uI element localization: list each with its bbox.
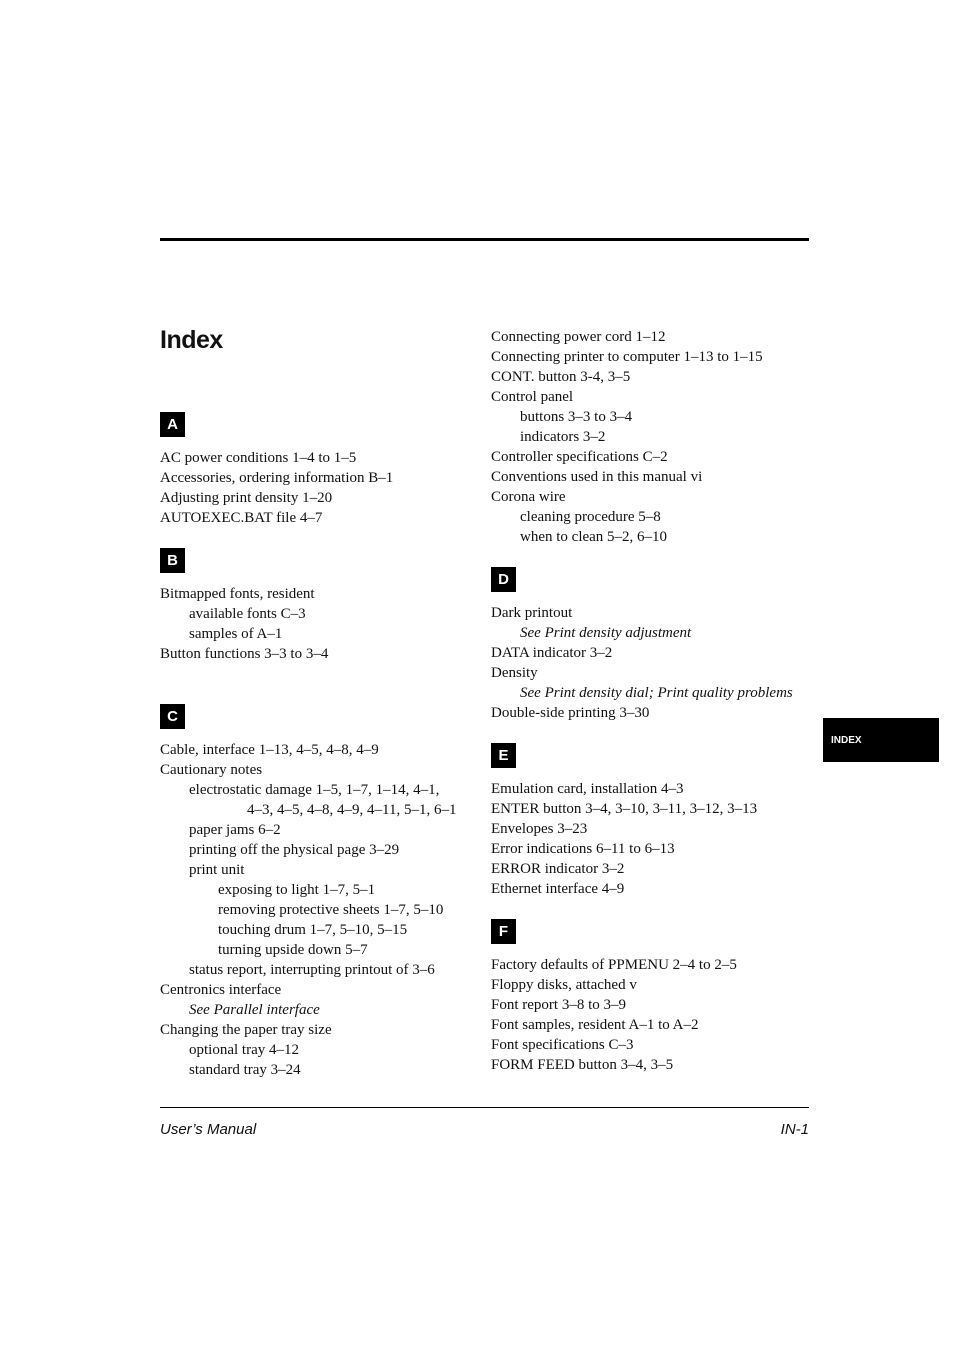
index-entry: AUTOEXEC.BAT file 4–7 (160, 510, 323, 526)
section-letter-e: E (491, 743, 516, 768)
index-entry: Cautionary notes (160, 762, 263, 778)
index-entry: ERROR indicator 3–2 (491, 861, 625, 877)
bottom-rule (160, 1107, 809, 1108)
index-see-reference: See Parallel interface (189, 1002, 320, 1018)
section-letter-d: D (491, 567, 516, 592)
index-subentry: cleaning procedure 5–8 (520, 509, 661, 525)
index-subsubentry: turning upside down 5–7 (218, 942, 368, 958)
index-entry: Connecting power cord 1–12 (491, 329, 666, 345)
index-entry: Font report 3–8 to 3–9 (491, 997, 626, 1013)
index-entry: Emulation card, installation 4–3 (491, 781, 684, 797)
footer-manual-title: User’s Manual (160, 1121, 257, 1138)
index-entry: Cable, interface 1–13, 4–5, 4–8, 4–9 (160, 742, 379, 758)
section-letter-c: C (160, 704, 185, 729)
index-entry: Font samples, resident A–1 to A–2 (491, 1017, 699, 1033)
index-subentry: paper jams 6–2 (189, 822, 281, 838)
index-subentry: printing off the physical page 3–29 (189, 842, 400, 858)
index-continuation: 4–3, 4–5, 4–8, 4–9, 4–11, 5–1, 6–1 (247, 802, 457, 818)
index-entry: Factory defaults of PPMENU 2–4 to 2–5 (491, 957, 737, 973)
index-entry: Controller specifications C–2 (491, 449, 668, 465)
index-subentry: buttons 3–3 to 3–4 (520, 409, 633, 425)
index-side-tab (823, 718, 939, 762)
index-entry: Conventions used in this manual vi (491, 469, 703, 485)
index-entry: Font specifications C–3 (491, 1037, 634, 1053)
section-letter-a: A (160, 412, 185, 437)
index-entry: Error indications 6–11 to 6–13 (491, 841, 675, 857)
section-letter-b: B (160, 548, 185, 573)
index-entry: Connecting printer to computer 1–13 to 1–15 (491, 349, 763, 365)
index-entry: Changing the paper tray size (160, 1022, 332, 1038)
section-letter-f: F (491, 919, 516, 944)
index-subentry: print unit (189, 862, 245, 878)
index-entry: Button functions 3–3 to 3–4 (160, 646, 329, 662)
index-subentry: electrostatic damage 1–5, 1–7, 1–14, 4–1, (189, 782, 440, 798)
index-side-tab-label: INDEX (831, 734, 862, 746)
index-entry: DATA indicator 3–2 (491, 645, 613, 661)
index-see-reference: See Print density dial; Print quality problems (520, 685, 793, 701)
index-entry: Control panel (491, 389, 574, 405)
footer-page-number: IN-1 (780, 1121, 809, 1138)
index-entry: FORM FEED button 3–4, 3–5 (491, 1057, 674, 1073)
index-subsubentry: removing protective sheets 1–7, 5–10 (218, 902, 444, 918)
index-entry: AC power conditions 1–4 to 1–5 (160, 450, 357, 466)
index-subentry: when to clean 5–2, 6–10 (520, 529, 668, 545)
index-entry: Adjusting print density 1–20 (160, 490, 333, 506)
top-rule (160, 238, 809, 241)
index-entry: Dark printout (491, 605, 573, 621)
index-entry: Density (491, 665, 538, 681)
index-entry: Accessories, ordering information B–1 (160, 470, 394, 486)
index-entry: Floppy disks, attached v (491, 977, 637, 993)
page-title: Index (160, 326, 223, 354)
index-subentry: standard tray 3–24 (189, 1062, 301, 1078)
index-subentry: indicators 3–2 (520, 429, 606, 445)
index-entry: Double-side printing 3–30 (491, 705, 650, 721)
index-entry: CONT. button 3-4, 3–5 (491, 369, 631, 385)
index-entry: Ethernet interface 4–9 (491, 881, 625, 897)
index-subsubentry: exposing to light 1–7, 5–1 (218, 882, 376, 898)
index-entry: Envelopes 3–23 (491, 821, 588, 837)
index-subentry: samples of A–1 (189, 626, 283, 642)
index-entry: Corona wire (491, 489, 566, 505)
index-see-reference: See Print density adjustment (520, 625, 692, 641)
index-entry: Bitmapped fonts, resident (160, 586, 315, 602)
index-subentry: status report, interrupting printout of 3–6 (189, 962, 435, 978)
index-subentry: optional tray 4–12 (189, 1042, 299, 1058)
index-entry: Centronics interface (160, 982, 282, 998)
index-entry: ENTER button 3–4, 3–10, 3–11, 3–12, 3–13 (491, 801, 758, 817)
index-subsubentry: touching drum 1–7, 5–10, 5–15 (218, 922, 408, 938)
index-subentry: available fonts C–3 (189, 606, 306, 622)
